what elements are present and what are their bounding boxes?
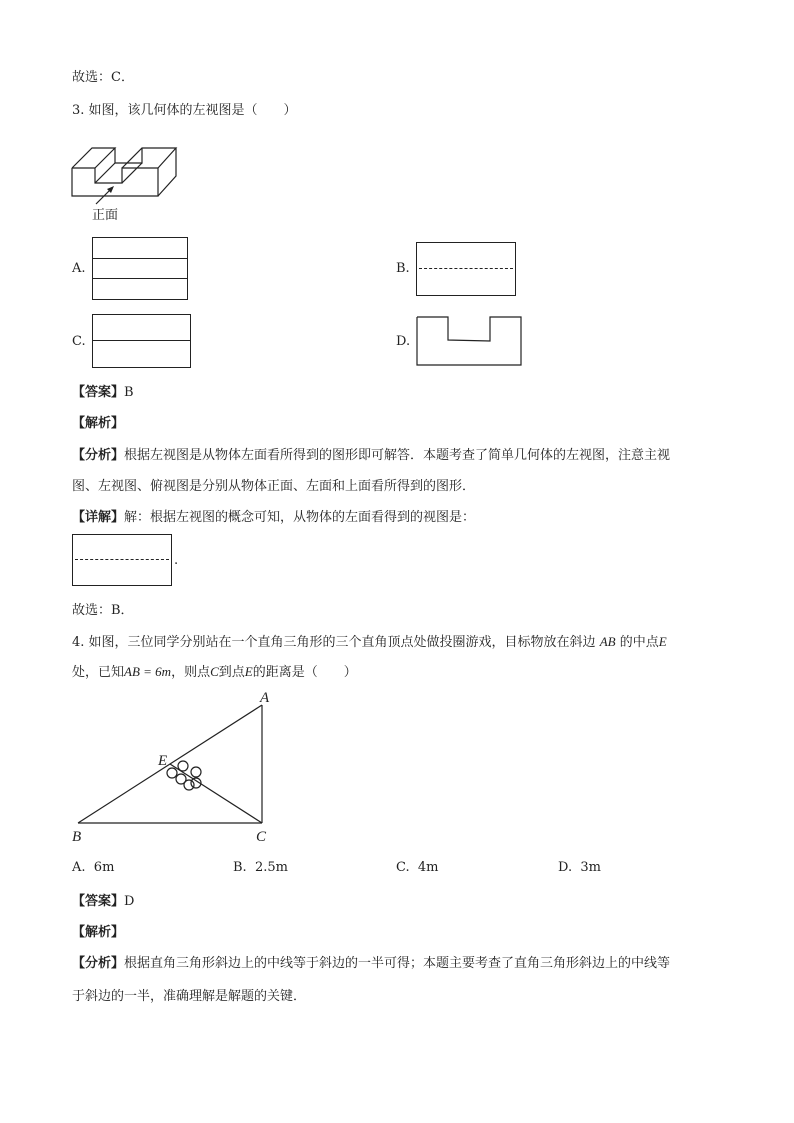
q4-stem-line2: 处，已知AB = 6m，则点C到点E的距离是（ ） [72, 664, 357, 680]
q4-option-d: D. 3m [558, 860, 601, 875]
q4-triangle-figure [70, 690, 280, 845]
prev-conclusion: 故选：C． [72, 70, 134, 85]
q3-conclusion: 故选：B． [72, 603, 134, 618]
vertex-label-a: A [260, 690, 270, 706]
vertex-label-b: B [72, 829, 82, 845]
ring [191, 767, 201, 777]
point-label-e: E [158, 753, 168, 769]
q3-fenxi-line1: 【分析】根据左视图是从物体左面看所得到的图形即可解答．本题考查了简单几何体的左视图，注意主视 [72, 448, 671, 463]
q3-fenxi-line2: 图、左视图、俯视图是分别从物体正面、左面和上面看所得到的图形． [72, 479, 476, 494]
q3-option-b-letter: B. [396, 261, 410, 276]
q3-solution-figure [72, 534, 172, 586]
q4-option-c: C. 4m [396, 860, 439, 875]
q3-option-a-letter: A. [72, 261, 86, 276]
q4-answer: 【答案】D [72, 894, 135, 909]
vertex-label-c: C [256, 829, 267, 845]
q3-solid-figure [70, 128, 180, 223]
ring [167, 768, 177, 778]
q3-option-a-figure [92, 237, 188, 300]
q4-analysis-tag: 【解析】 [72, 925, 125, 940]
q4-option-b: B. 2.5m [233, 860, 288, 875]
q3-answer: 【答案】B [72, 385, 134, 400]
ring [184, 780, 194, 790]
ring [178, 761, 188, 771]
q3-option-d-letter: D. [396, 334, 411, 349]
q3-option-c-letter: C. [72, 334, 86, 349]
q4-stem-line1: 4. 如图，三位同学分别站在一个直角三角形的三个直角顶点处做投圈游戏，目标物放在斜边 AB 的中点E [72, 634, 667, 650]
q4-fenxi-line2: 于斜边的一半，准确理解是解题的关键． [72, 989, 307, 1004]
q3-xiangjie: 【详解】解：根据左视图的概念可知，从物体的左面看得到的视图是： [72, 510, 476, 525]
q3-option-d-figure [416, 316, 522, 366]
median-ce [170, 764, 262, 823]
q3-analysis-tag: 【解析】 [72, 416, 125, 431]
q3-solution-period: . [174, 553, 179, 568]
q3-option-c-figure [92, 314, 191, 368]
q3-option-b-figure [416, 242, 516, 296]
q3-stem: 3. 如图，该几何体的左视图是（ ） [72, 103, 297, 118]
q4-option-a: A. 6m [72, 860, 115, 875]
q3-front-label: 正面 [92, 208, 119, 223]
q4-fenxi-line1: 【分析】根据直角三角形斜边上的中线等于斜边的一半可得；本题主要考查了直角三角形斜边上的中线等 [72, 956, 671, 971]
